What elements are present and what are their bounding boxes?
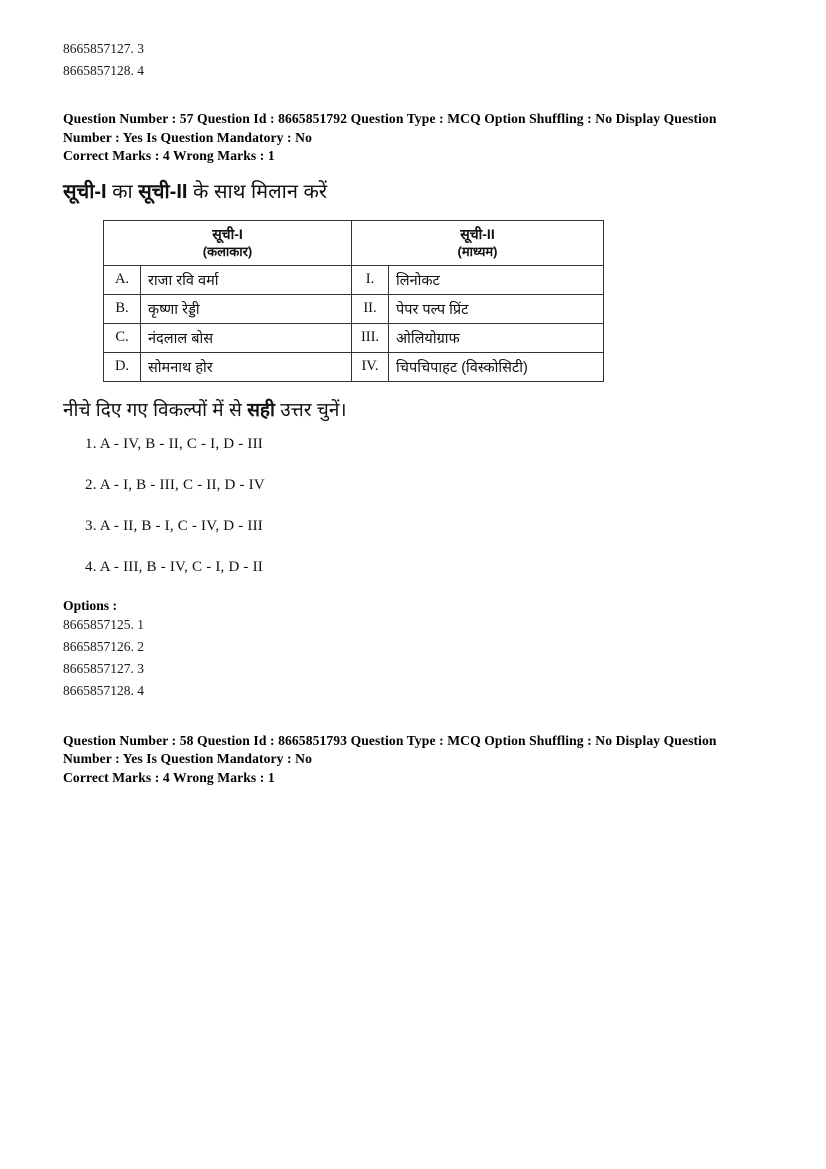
answer-choices-list: [63, 434, 763, 577]
previous-option-item: 8665857128. 4: [63, 63, 144, 78]
question-58-meta-line-1: Question Number : 58 Question Id : 8665851793 Question Type : MCQ Option Shuffling : No Display Question Number : Yes Is Question Mandatory : No: [63, 732, 717, 766]
option-id-item: 8665857126. 2: [63, 638, 144, 654]
match-table-wrapper: [63, 220, 763, 382]
row-key-right: I.: [352, 265, 389, 294]
options-label: Options :: [63, 597, 118, 613]
option-id-item: 8665857127. 3: [63, 660, 144, 676]
question-57-meta-line-1: Question Number : 57 Question Id : 8665851792 Question Type : MCQ Option Shuffling : No Display Question Number : Yes Is Question Mandatory : No: [63, 111, 717, 145]
stem-list-2-label: सूची-II: [138, 180, 188, 203]
stem-connector-1: का: [106, 180, 139, 203]
row-key-right: II.: [352, 294, 389, 323]
row-value-right: चिपचिपाहट (विस्कोसिटी): [389, 352, 604, 381]
row-value-right: ओलियोग्राफ: [389, 323, 604, 352]
table-head: [104, 220, 604, 265]
header-list-2-subtitle: (माध्यम): [457, 243, 498, 259]
table-header-row: [104, 220, 604, 265]
option-id-item: 8665857128. 4: [63, 682, 144, 698]
row-key-right: IV.: [352, 352, 389, 381]
answer-choice[interactable]: 1. A - IV, B - II, C - I, D - III: [85, 435, 263, 452]
instruction-suffix: उत्तर चुनें।: [274, 399, 347, 421]
choose-correct-answer-instruction: [63, 398, 763, 424]
header-cell-list-1: [104, 220, 352, 265]
row-value-left: कृष्णा रेड्डी: [141, 294, 352, 323]
row-key-left: C.: [104, 323, 141, 352]
row-value-left: नंदलाल बोस: [141, 323, 352, 352]
question-57-meta-line-2: Correct Marks : 4 Wrong Marks : 1: [63, 148, 275, 163]
match-the-following-table: [103, 220, 604, 382]
answer-choice[interactable]: 2. A - I, B - III, C - II, D - IV: [85, 476, 265, 493]
table-body: [104, 265, 604, 381]
page-content: [63, 38, 763, 787]
table-row: [104, 352, 604, 381]
header-list-1-title: सूची-I: [212, 225, 243, 242]
header-list-1-subtitle: (कलाकार): [202, 243, 253, 259]
previous-question-options: [63, 38, 763, 82]
question-57-option-ids: [63, 614, 763, 702]
table-row: [104, 294, 604, 323]
row-key-left: B.: [104, 294, 141, 323]
table-row: [104, 323, 604, 352]
stem-list-1-label: सूची-I: [63, 180, 107, 203]
header-cell-list-2: [352, 220, 604, 265]
stem-connector-2: के साथ मिलान करें: [187, 180, 328, 203]
row-value-right: पेपर पल्प प्रिंट: [389, 294, 604, 323]
instruction-emphasis: सही: [247, 399, 275, 421]
row-value-left: सोमनाथ होर: [141, 352, 352, 381]
row-key-right: III.: [352, 323, 389, 352]
instruction-prefix: नीचे दिए गए विकल्पों में से: [63, 399, 248, 421]
header-list-2-title: सूची-II: [460, 225, 495, 242]
table-row: [104, 265, 604, 294]
option-id-item: 8665857125. 1: [63, 616, 144, 632]
question-58-meta-line-2: Correct Marks : 4 Wrong Marks : 1: [63, 769, 275, 785]
row-value-right: लिनोकट: [389, 265, 604, 294]
question-57-metadata: [63, 110, 763, 166]
row-key-left: A.: [104, 265, 141, 294]
row-key-left: D.: [104, 352, 141, 381]
previous-option-item: 8665857127. 3: [63, 41, 144, 56]
answer-choice[interactable]: 3. A - II, B - I, C - IV, D - III: [85, 517, 263, 534]
question-57-stem: [63, 178, 763, 206]
row-value-left: राजा रवि वर्मा: [141, 265, 352, 294]
question-58-metadata: [63, 732, 763, 788]
answer-choice[interactable]: 4. A - III, B - IV, C - I, D - II: [85, 558, 263, 575]
